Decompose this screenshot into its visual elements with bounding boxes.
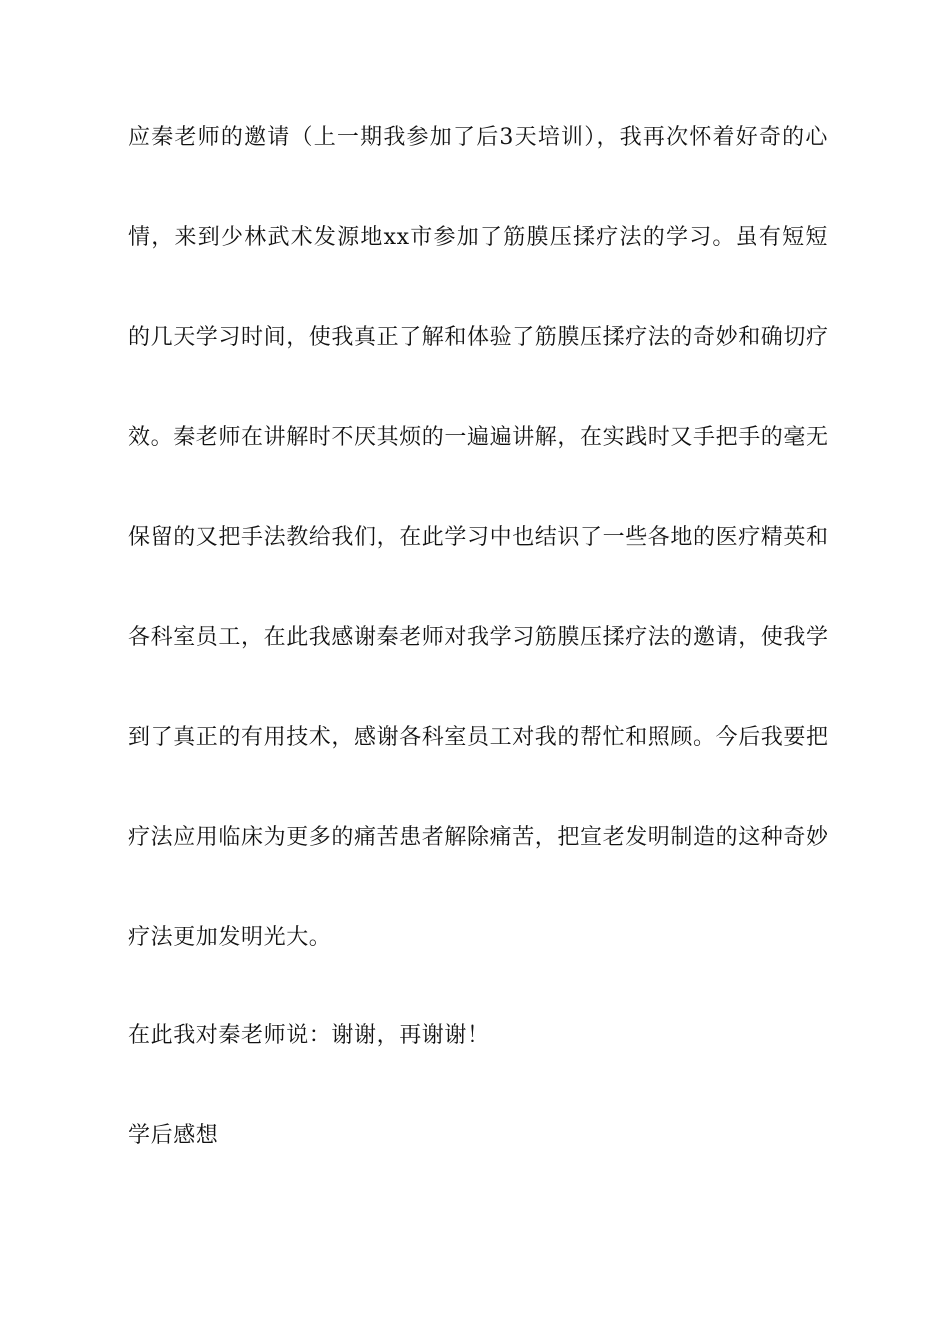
paragraph-line: 情，来到少林武术发源地xx市参加了筋膜压揉疗法的学习。虽有短短 xyxy=(128,225,828,250)
paragraph-line: 应秦老师的邀请（上一期我参加了后3天培训），我再次怀着好奇的心 xyxy=(128,125,828,150)
paragraph-line: 各科室员工，在此我感谢秦老师对我学习筋膜压揉疗法的邀请，使我学 xyxy=(128,625,829,650)
thanks-line: 在此我对秦老师说：谢谢，再谢谢！ xyxy=(128,1023,490,1048)
paragraph-line: 到了真正的有用技术，感谢各科室员工对我的帮忙和照顾。今后我要把 xyxy=(128,725,829,750)
section-heading: 学后感想 xyxy=(128,1123,219,1148)
paragraph-line: 的几天学习时间，使我真正了解和体验了筋膜压揉疗法的奇妙和确切疗 xyxy=(128,325,829,350)
paragraph-line: 保留的又把手法教给我们，在此学习中也结识了一些各地的医疗精英和 xyxy=(128,525,829,550)
paragraph-line: 效。秦老师在讲解时不厌其烦的一遍遍讲解，在实践时又手把手的毫无 xyxy=(128,425,829,450)
paragraph-line: 疗法应用临床为更多的痛苦患者解除痛苦，把宣老发明制造的这种奇妙 xyxy=(128,825,829,850)
paragraph-line: 疗法更加发明光大。 xyxy=(128,925,332,950)
